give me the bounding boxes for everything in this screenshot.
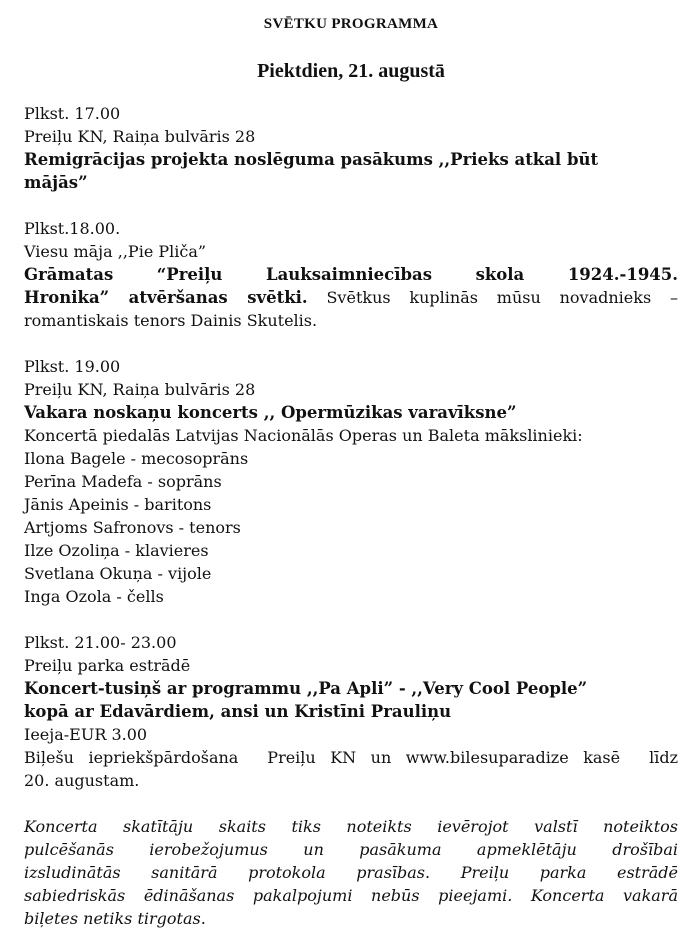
event-4-heading-line-1: Koncert-tusiņš ar programmu ,,Pa Apli” - ,,Very Cool People” [24,679,588,698]
notice-line: sabiedriskās ēdināšanas pakalpojumi nebūs pieejami. Koncerta vakarā [24,886,678,905]
program-document [24,0,678,930]
event-1-place: Preiļu KN, Raiņa bulvāris 28 [24,127,256,146]
event-2-description-end: romantiskais tenors Dainis Skutelis. [24,311,318,330]
notice-line: Koncerta skatītāju skaits tiks noteikts ievērojot valstī noteiktos [24,817,678,836]
event-1-time: Plkst. 17.00 [24,104,121,123]
notice-line: pulcēšanās ierobežojumus un pasākuma apmeklētāju drošībai [24,840,678,859]
event-4-time: Plkst. 21.00- 23.00 [24,633,177,652]
performer-item: Ilona Bagele - mecosoprāns [24,449,249,468]
event-1-heading-line-1: Remigrācijas projekta noslēguma pasākums ,,Prieks atkal būt [24,150,599,169]
notice-paragraph [24,815,678,930]
event-2-time: Plkst.18.00. [24,219,121,238]
notice-line: izsludinātās sanitārā protokola prasības. Preiļu parka estrādē [24,863,678,882]
event-3-heading: Vakara noskaņu koncerts ,, Opermūzikas varavīksne” [24,403,517,422]
event-2-heading-line-1: Grāmatas “Preiļu Lauksaimniecības skola 1924.-1945. [24,265,678,284]
notice-line: biļetes netiks tirgotas. [24,909,206,928]
performer-item: Svetlana Okuņa - vijole [24,564,212,583]
performer-list [24,447,678,608]
performer-item: Artjoms Safronovs - tenors [24,518,241,537]
event-1-heading-line-2: mājās” [24,173,88,192]
program-title: SVĒTKU PROGRAMMA [263,16,439,32]
event-2-description-start: Svētkus kuplinās mūsu novadnieks – [307,288,678,307]
event-4 [24,631,678,792]
event-2-heading-bold: Hronika” atvēršanas svētki. [24,288,308,307]
event-3-time: Plkst. 19.00 [24,357,121,376]
event-4-presale-line-2: 20. augustam. [24,771,140,790]
event-3-intro: Koncertā piedalās Latvijas Nacionālās Operas un Baleta mākslinieki: [24,426,583,445]
event-2-place: Viesu māja ,,Pie Pliča” [24,242,207,261]
event-2-heading-line-2 [24,286,678,309]
event-3 [24,355,678,608]
performer-item: Ilze Ozoliņa - klavieres [24,541,209,560]
event-4-presale-line-1: Biļešu iepriekšpārdošana Preiļu KN un www.bilesuparadize kasē līdz [24,748,678,767]
event-2 [24,217,678,332]
event-4-heading-line-2: kopā ar Edavārdiem, ansi un Kristīni Prauliņu [24,702,452,721]
event-4-entry-price: Ieeja-EUR 3.00 [24,725,148,744]
performer-item: Inga Ozola - čells [24,587,164,606]
event-4-place: Preiļu parka estrādē [24,656,191,675]
event-3-place: Preiļu KN, Raiņa bulvāris 28 [24,380,256,399]
event-1 [24,102,678,194]
performer-item: Perīna Madefa - soprāns [24,472,222,491]
program-date: Piektdien, 21. augustā [257,60,445,82]
performer-item: Jānis Apeinis - baritons [24,495,212,514]
